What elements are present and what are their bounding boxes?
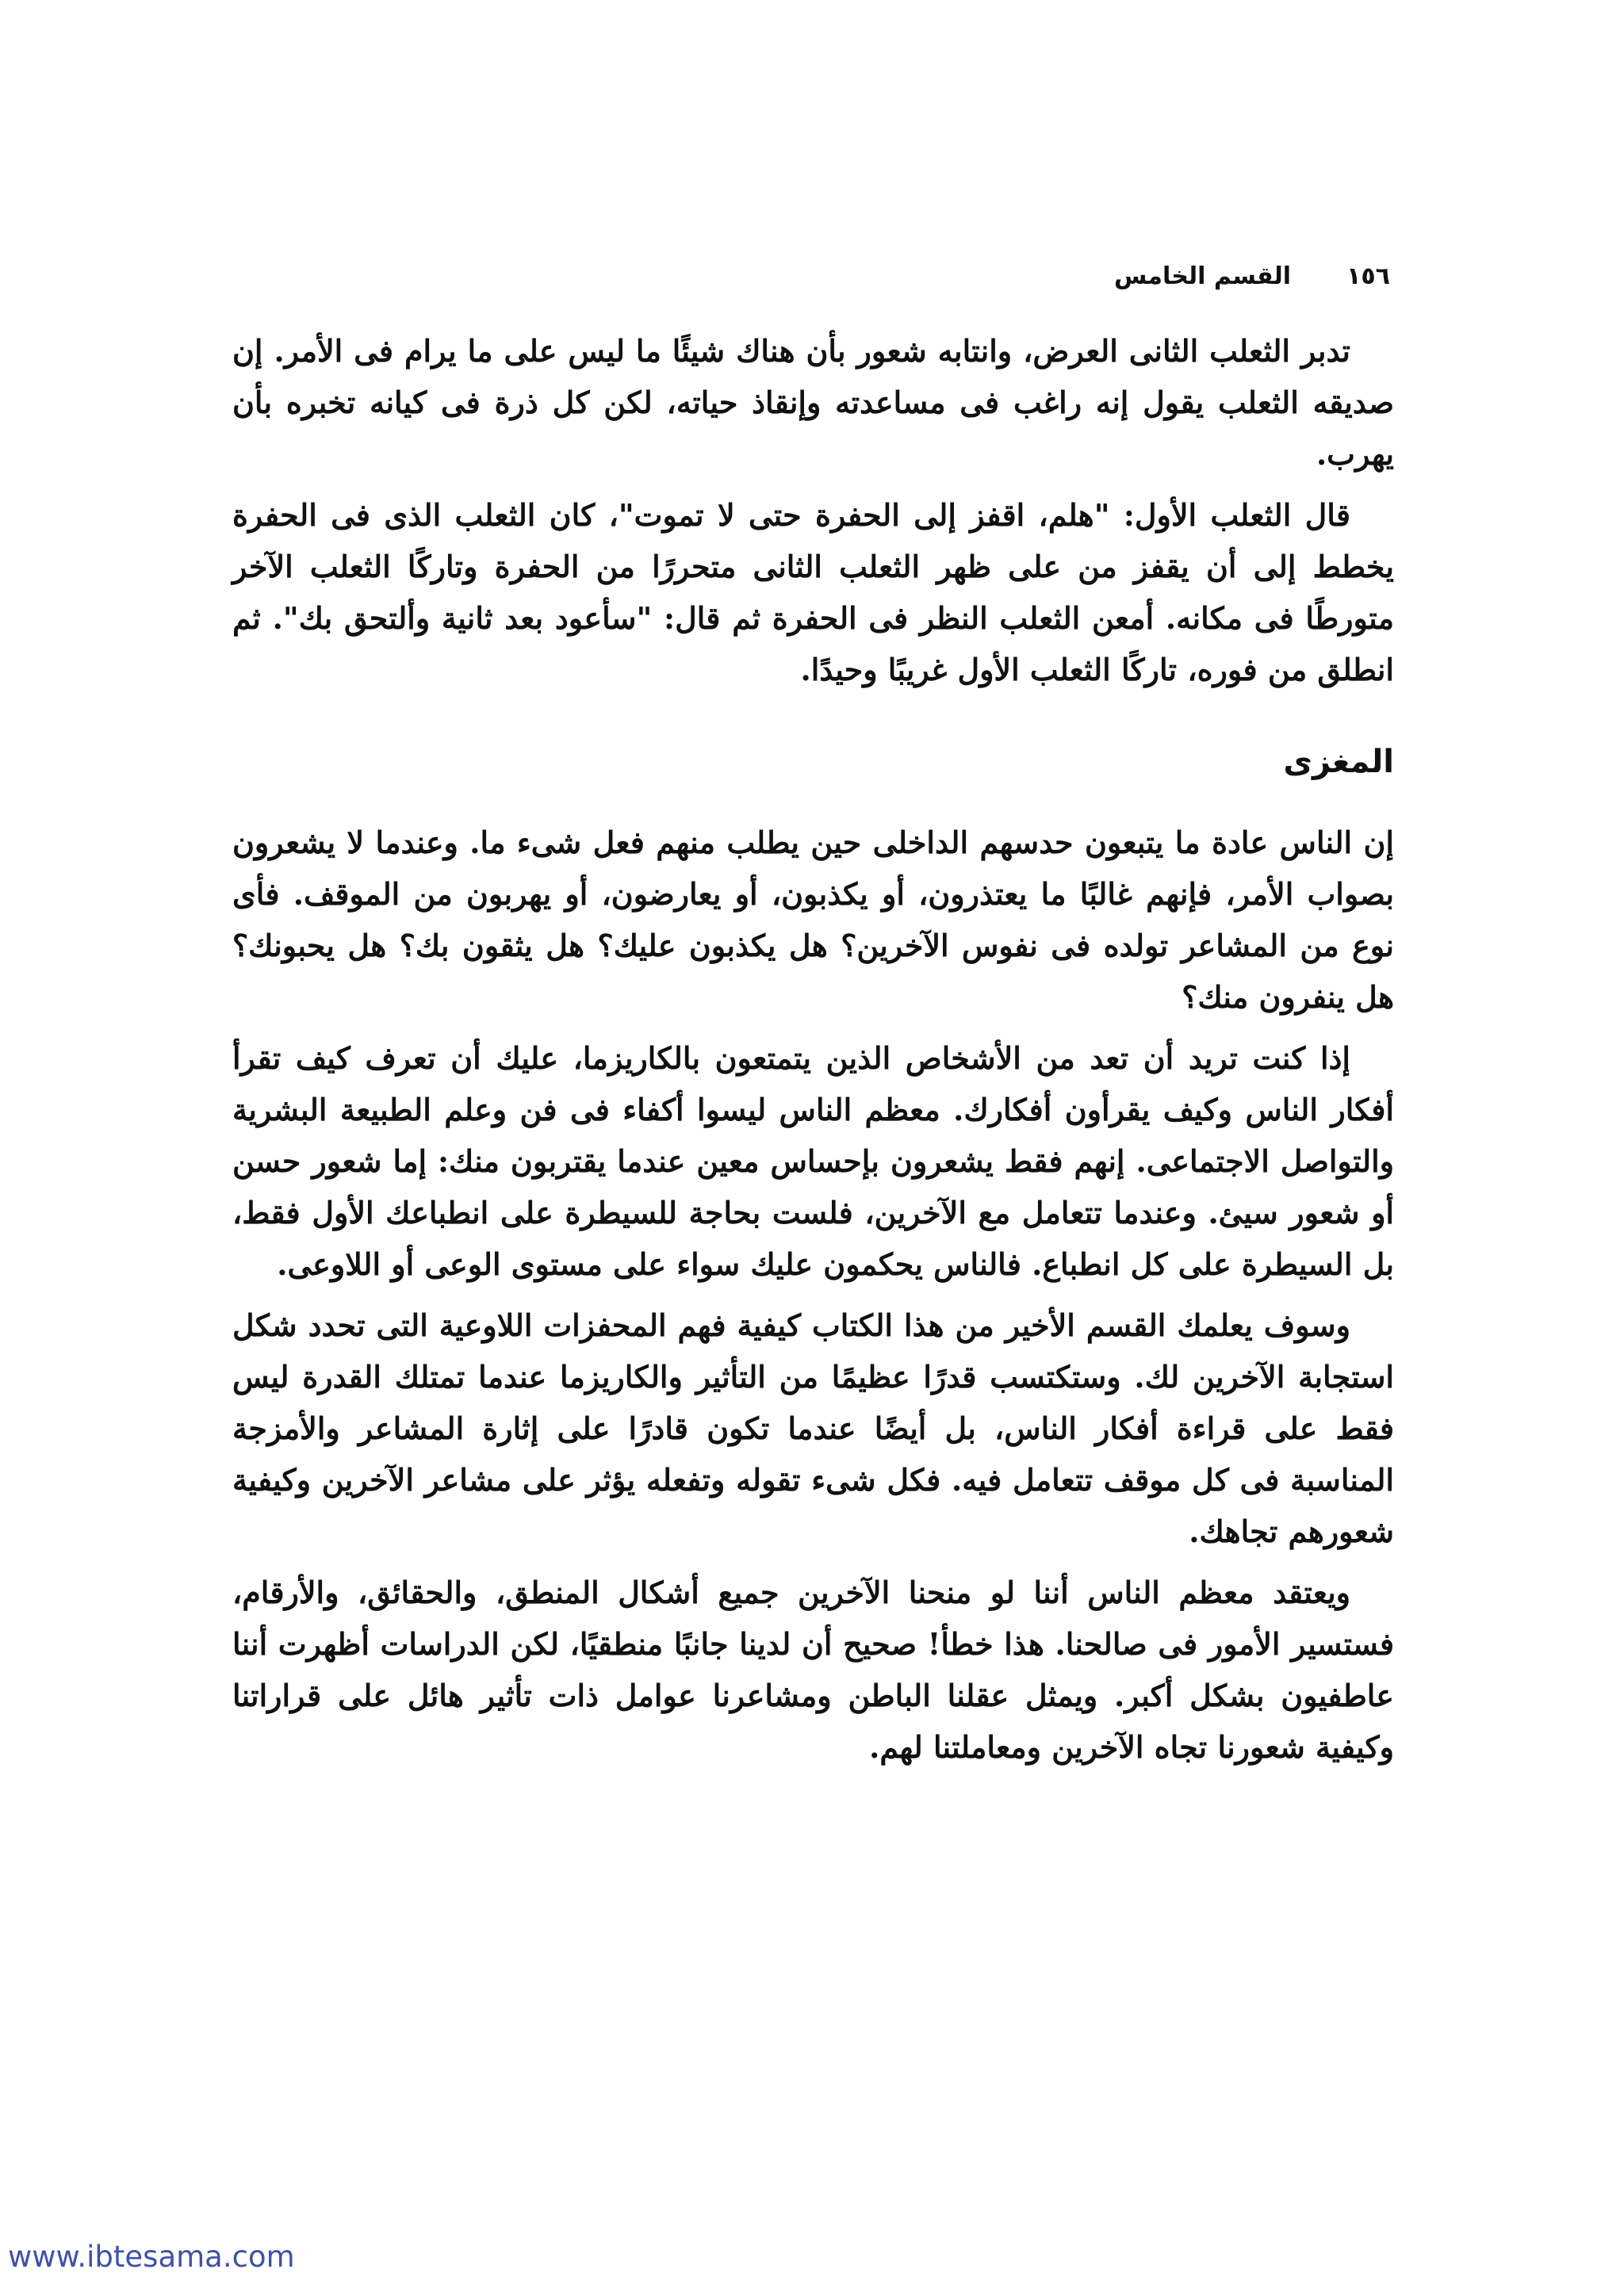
moral-paragraph-4: ويعتقد معظم الناس أننا لو منحنا الآخرين جميع أشكال المنطق، والحقائق، والأرقام، فستسير الأمور فى صالحنا. هذا خطأ! صحيح أن لدينا جانبًا منطقيًا، لكن الدراسات أظهرت أننا عاطفيون بشكل أكبر. ويمثل عقلنا الباطن ومشاعرنا عوامل ذات تأثير هائل على قراراتنا وكيفية شعورنا تجاه الآخرين ومعاملتنا لهم.	[232, 1575, 1394, 1765]
story-paragraph-1: تدبر الثعلب الثانى العرض، وانتابه شعور بأن هناك شيئًا ما ليس على ما يرام فى الأمر. إن صديقه الثعلب يقول إنه راغب فى مساعدته وإنقاذ حياته، لكن كل ذرة فى كيانه تخبره بأن يهرب.	[232, 333, 1394, 472]
watermark-url: www.ibtesama.com	[8, 2240, 295, 2274]
section-title: القسم الخامس	[1114, 262, 1292, 290]
moral-heading: المغزى	[1283, 744, 1394, 780]
body-text	[232, 325, 1394, 1782]
running-header	[232, 252, 1390, 300]
story-paragraph-2: قال الثعلب الأول: "هلم، اقفز إلى الحفرة حتى لا تموت"، كان الثعلب الذى فى الحفرة يخطط إلى أن يقفز من على ظهر الثعلب الثانى متحررًا من الحفرة وتاركًا الثعلب الآخر متورطًا فى مكانه. أمعن الثعلب النظر فى الحفرة ثم قال: "سأعود بعد ثانية وألتحق بك". ثم انطلق من فوره، تاركًا الثعلب الأول غريبًا وحيدًا.	[232, 497, 1394, 687]
page-number: ١٥٦	[1346, 262, 1390, 290]
moral-paragraph-3: وسوف يعلمك القسم الأخير من هذا الكتاب كيفية فهم المحفزات اللاوعية التى تحدد شكل استجابة الآخرين لك. وستكتسب قدرًا عظيمًا من التأثير والكاريزما عندما تمتلك القدرة ليس فقط على قراءة أفكار الناس، بل أيضًا عندما تكون قادرًا على إثارة المشاعر والأمزجة المناسبة فى كل موقف تتعامل فيه. فكل شىء تقوله وتفعله يؤثر على مشاعر الآخرين وكيفية شعورهم تجاهك.	[232, 1307, 1394, 1549]
moral-paragraph-1: إن الناس عادة ما يتبعون حدسهم الداخلى حين يطلب منهم فعل شىء ما. وعندما لا يشعرون بصواب الأمر، فإنهم غالبًا ما يعتذرون، أو يكذبون، أو يعارضون، أو يهربون من الموقف. فأى نوع من المشاعر تولده فى نفوس الآخرين؟ هل يكذبون عليك؟ هل يثقون بك؟ هل يحبونك؟ هل ينفرون منك؟	[232, 825, 1394, 1015]
moral-paragraph-2: إذا كنت تريد أن تعد من الأشخاص الذين يتمتعون بالكاريزما، عليك أن تعرف كيف تقرأ أفكار الناس وكيف يقرأون أفكارك. معظم الناس ليسوا أكفاء فى فن وعلم الطبيعة البشرية والتواصل الاجتماعى. إنهم فقط يشعرون بإحساس معين عندما يقتربون منك: إما شعور حسن أو شعور سيئ. وعندما تتعامل مع الآخرين، فلست بحاجة للسيطرة على انطباعك الأول فقط، بل السيطرة على كل انطباع. فالناس يحكمون عليك سواء على مستوى الوعى أو اللاوعى.	[232, 1040, 1394, 1282]
